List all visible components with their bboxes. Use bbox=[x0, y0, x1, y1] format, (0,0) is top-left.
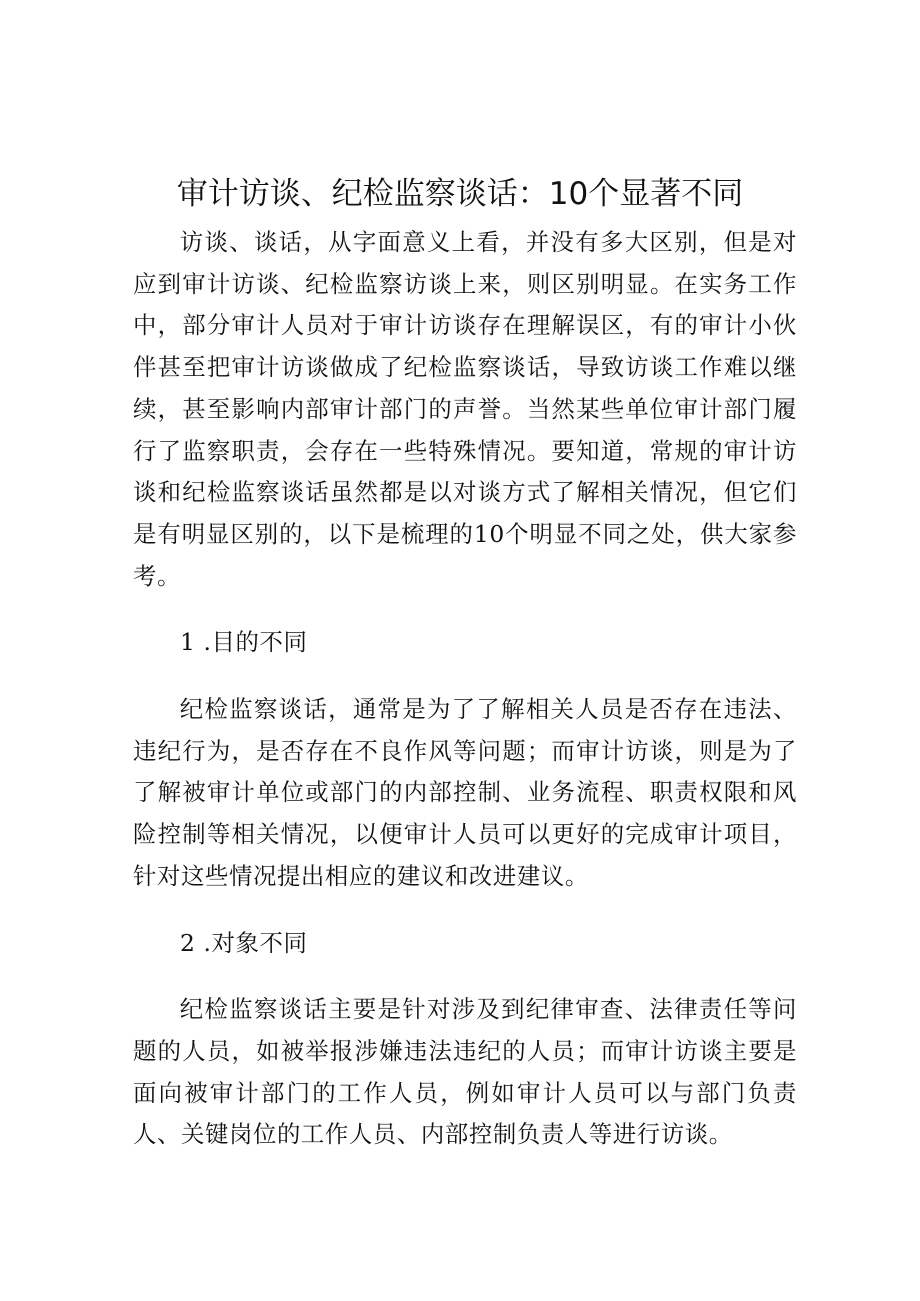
section-text-target: 纪检监察谈话主要是针对涉及到纪律审查、法律责任等问题的人员，如被举报涉嫌违法违纪的人员；而审计访谈主要是面向被审计部门的工作人员，例如审计人员可以与部门负责人、关键岗位的工作人员、内部控制负责人等进行访谈。 bbox=[133, 995, 797, 1149]
document-body bbox=[133, 222, 797, 1156]
intro-paragraph: 访谈、谈话，从字面意义上看，并没有多大区别，但是对应到审计访谈、纪检监察访谈上来，则区别明显。在实务工作中，部分审计人员对于审计访谈存在理解误区，有的审计小伙伴甚至把审计访谈做成了纪检监察谈话，导致访谈工作难以继续，甚至影响内部审计部门的声誉。当然某些单位审计部门履行了监察职责，会存在一些特殊情况。要知道，常规的审计访谈和纪检监察谈话虽然都是以对谈方式了解相关情况，但它们是有明显区别的，以下是梳理的10个明显不同之处，供大家参考。 bbox=[133, 228, 797, 590]
section-text-purpose: 纪检监察谈话，通常是为了了解相关人员是否存在违法、违纪行为，是否存在不良作风等问题；而审计访谈，则是为了了解被审计单位或部门的内部控制、业务流程、职责权限和风险控制等相关情况，以便审计人员可以更好的完成审计项目，针对这些情况提出相应的建议和改进建议。 bbox=[133, 695, 797, 890]
section-heading-purpose: 1 .目的不同 bbox=[180, 628, 308, 657]
document-title: 审计访谈、纪检监察谈话：10个显著不同 bbox=[176, 176, 744, 212]
section-heading-target: 2 .对象不同 bbox=[180, 928, 308, 957]
